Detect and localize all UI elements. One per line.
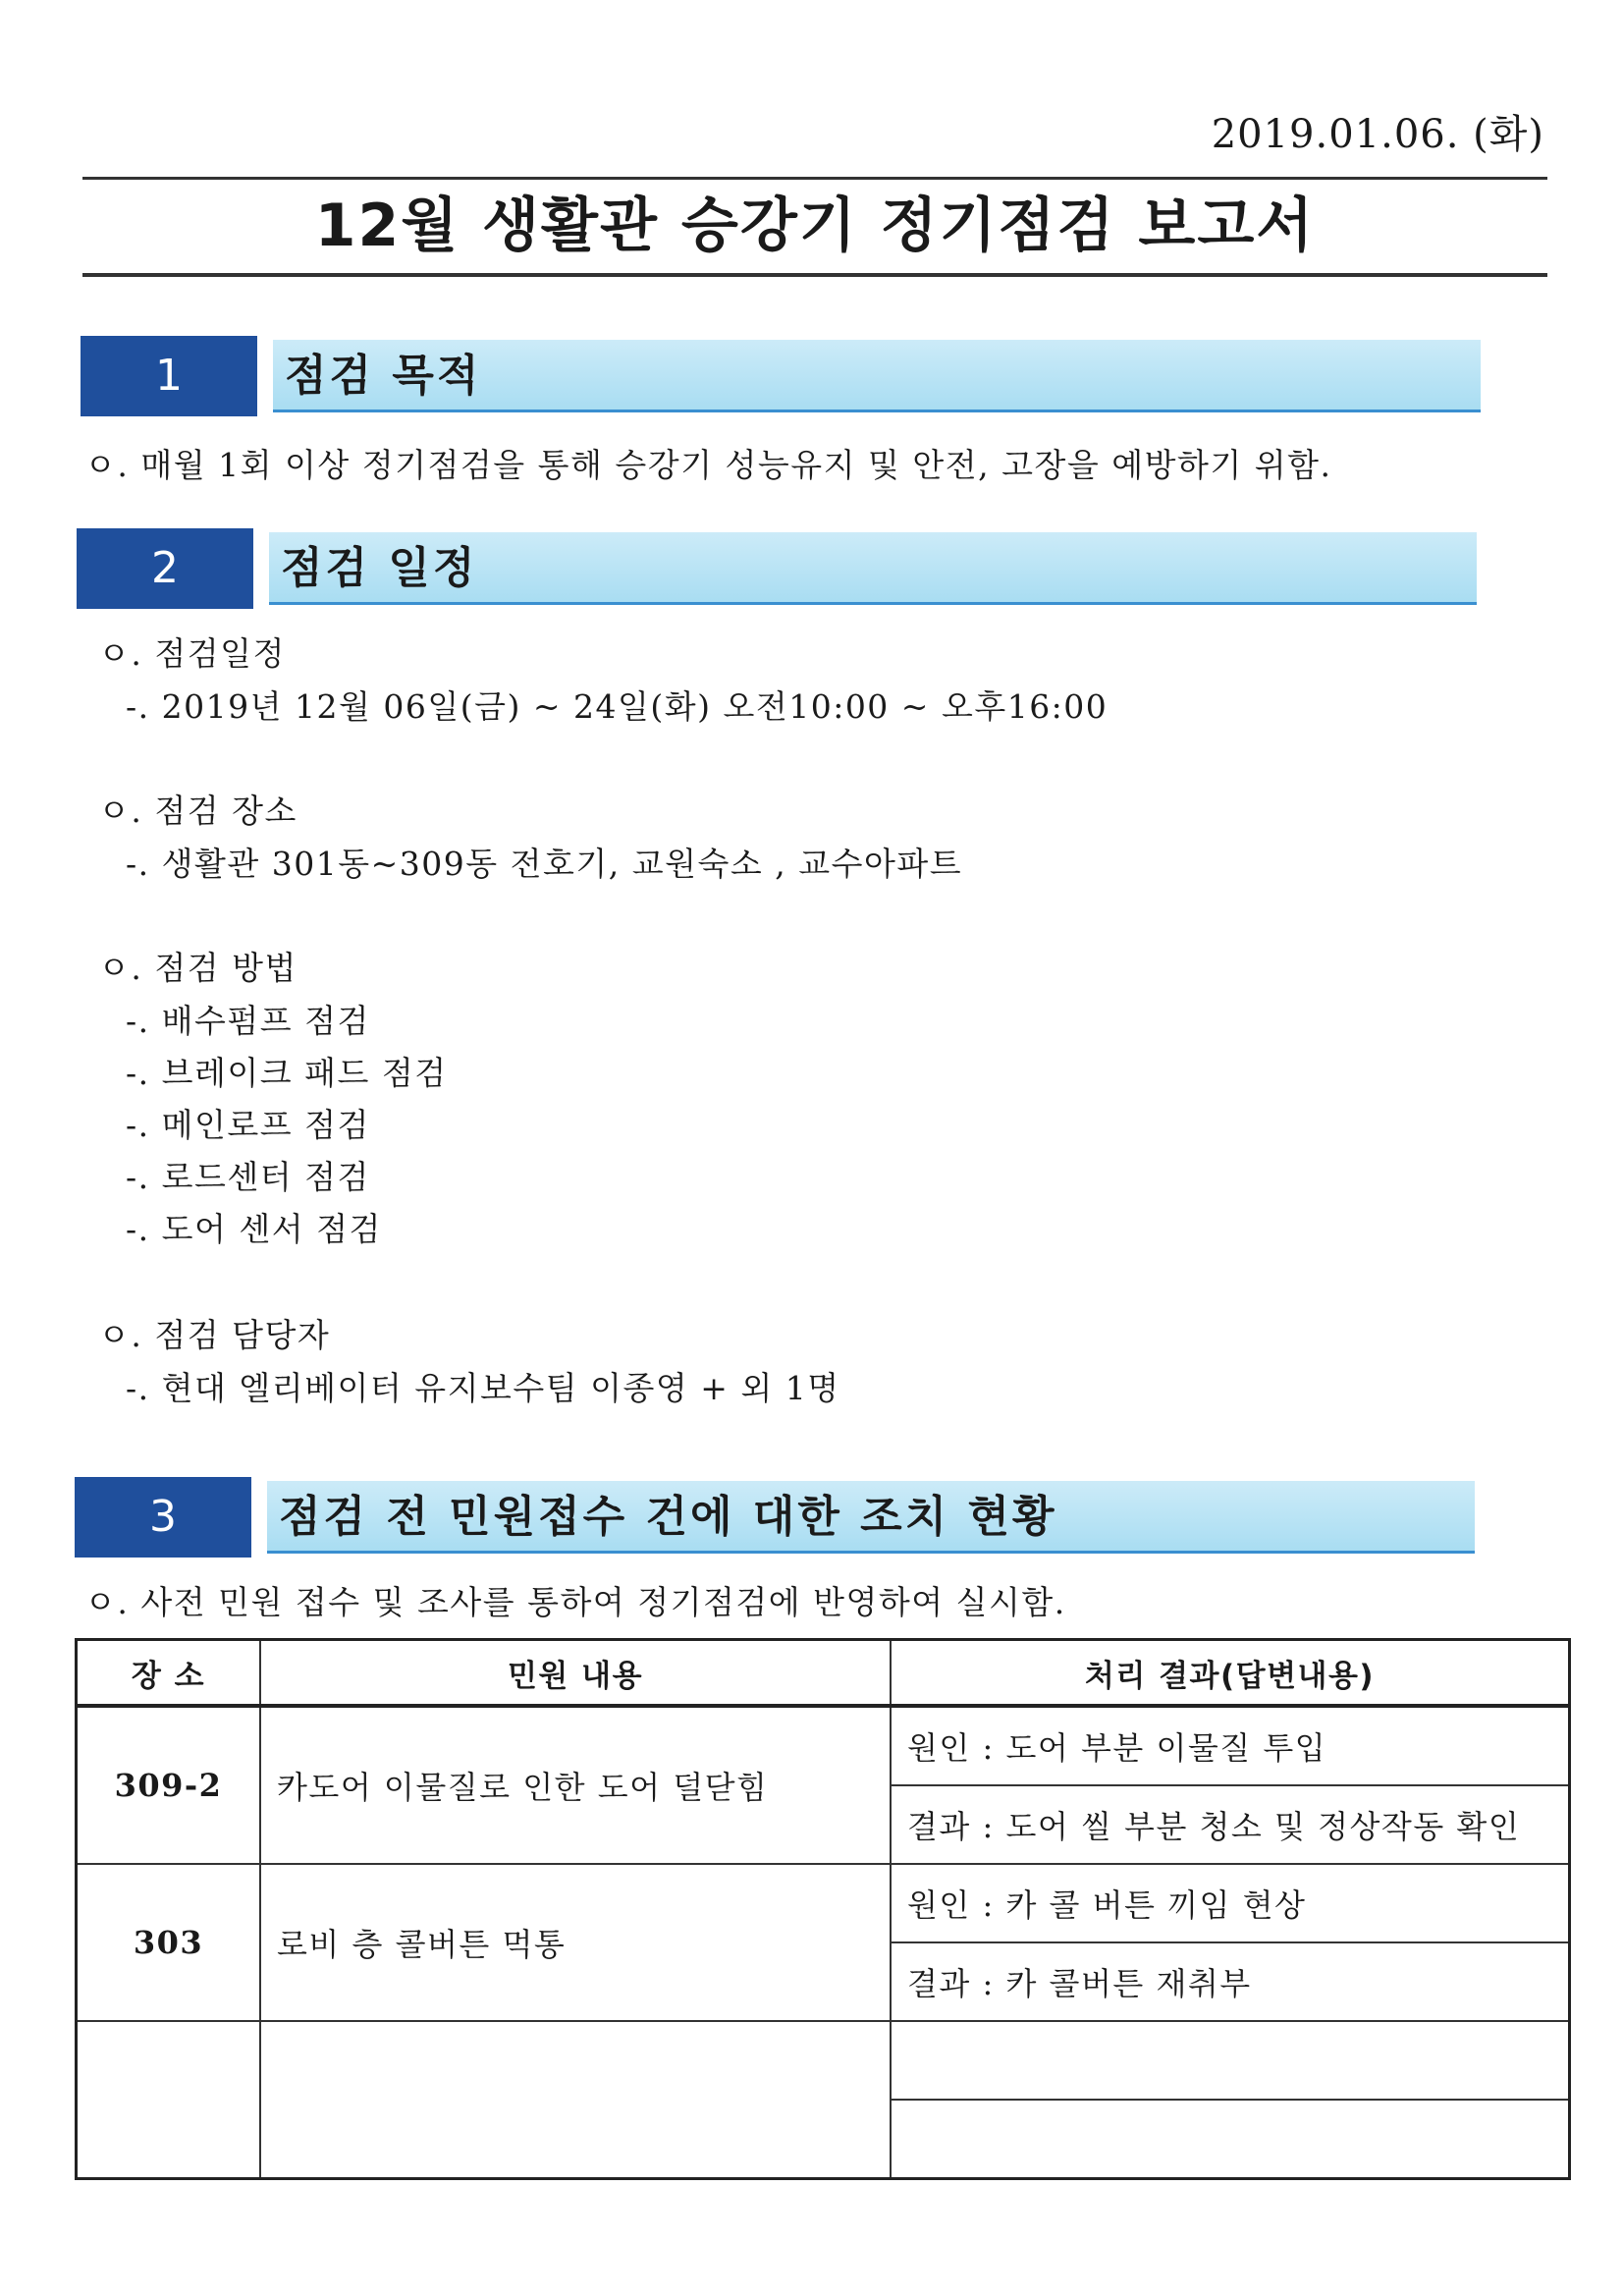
- row-cause: 원인 : 도어 부분 이물질 투입: [891, 1706, 1570, 1785]
- row-result: 결과 : 도어 씰 부분 청소 및 정상작동 확인: [891, 1785, 1570, 1864]
- row-complaint: [260, 2021, 891, 2179]
- action-intro-text: ㅇ. 사전 민원 접수 및 조사를 통하여 정기점검에 반영하여 실시함.: [84, 1583, 1066, 1621]
- complaint-table: [75, 1638, 1571, 2180]
- row-complaint: 카도어 이물질로 인한 도어 덜닫힘: [260, 1706, 891, 1864]
- method-item: -. 배수펌프 점검: [126, 1002, 370, 1040]
- title-bottom-rule: [82, 273, 1547, 277]
- title-top-rule: [82, 177, 1547, 180]
- section-2-number: 2: [77, 528, 253, 609]
- row-cause: [891, 2021, 1570, 2100]
- schedule-item: -. 2019년 12월 06일(금) ~ 24일(화) 오전10:00 ~ 오후16:00: [126, 687, 1109, 726]
- staff-label: ㅇ. 점검 담당자: [98, 1316, 331, 1354]
- row-result: 결과 : 카 콜버튼 재취부: [891, 1942, 1570, 2021]
- staff-item: -. 현대 엘리베이터 유지보수팀 이종영 + 외 1명: [126, 1369, 840, 1407]
- purpose-text: ㅇ. 매월 1회 이상 정기점검을 통해 승강기 성능유지 및 안전, 고장을 예방하기 위함.: [84, 446, 1332, 484]
- table-header-row: [77, 1640, 1570, 1707]
- method-item: -. 메인로프 점검: [126, 1106, 370, 1144]
- section-1-number: 1: [81, 336, 257, 416]
- section-1-title: 점검 목적: [273, 340, 1481, 412]
- row-place: 303: [77, 1864, 261, 2021]
- method-label: ㅇ. 점검 방법: [98, 949, 298, 987]
- section-3-number: 3: [75, 1477, 251, 1558]
- method-item: -. 로드센터 점검: [126, 1158, 370, 1196]
- place-item: -. 생활관 301동~309동 전호기, 교원숙소 , 교수아파트: [126, 845, 963, 883]
- table-row: [77, 2021, 1570, 2100]
- table-row: [77, 1706, 1570, 1785]
- method-item: -. 브레이크 패드 점검: [126, 1054, 448, 1092]
- place-label: ㅇ. 점검 장소: [98, 792, 298, 830]
- report-date: 2019.01.06. (화): [1211, 112, 1544, 157]
- method-item: -. 도어 센서 점검: [126, 1210, 382, 1248]
- header-result: 처리 결과(답변내용): [891, 1640, 1570, 1707]
- row-place: 309-2: [77, 1706, 261, 1864]
- table-row: [77, 1864, 1570, 1942]
- row-place: [77, 2021, 261, 2179]
- header-place: 장 소: [77, 1640, 261, 1707]
- schedule-label: ㅇ. 점검일정: [98, 634, 286, 673]
- section-2-title: 점검 일정: [269, 532, 1477, 605]
- header-complaint: 민원 내용: [260, 1640, 891, 1707]
- row-cause: 원인 : 카 콜 버튼 끼임 현상: [891, 1864, 1570, 1942]
- row-result: [891, 2100, 1570, 2179]
- section-3-title: 점검 전 민원접수 건에 대한 조치 현황: [267, 1481, 1475, 1554]
- row-complaint: 로비 층 콜버튼 먹통: [260, 1864, 891, 2021]
- report-title: 12월 생활관 승강기 정기점검 보고서: [314, 191, 1316, 260]
